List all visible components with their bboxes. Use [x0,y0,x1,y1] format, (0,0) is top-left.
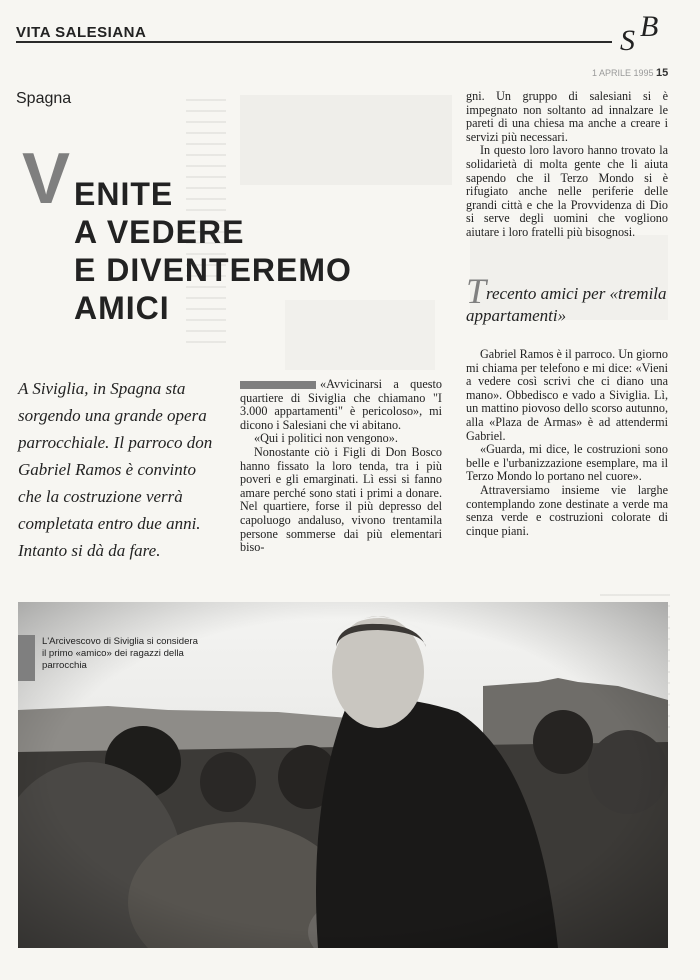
paragraph: gni. Un gruppo di salesiani si è impegnato non soltanto ad innalzare le pareti di una chiesa ma anche a creare i servizi più necessari. [466,89,668,144]
column-middle [240,378,442,555]
lead-paragraph: A Siviglia, in Spagna sta sorgendo una grande opera parrocchiale. Il parroco don Gabriel Ramos è convinto che la costruzione verrà completata entro due anni. Intanto si dà da fare. [18,379,213,560]
paragraph: In questo loro lavoro hanno trovato la solidarietà di molta gente che li aiuta sapendo che il Terzo Mondo si è rifugiato anche nelle periferie delle grandi città e che la Provvidenza di Dio si serve degli uomini che vogliono aiutare i loro fratelli più bisognosi. [466,143,668,239]
subheading [466,271,676,327]
subheading-initial: T [466,271,487,311]
paragraph: Gabriel Ramos è il parroco. Un giorno mi chiama per telefono e mi dice: «Vieni a vedere così scrivi che ci diano una mano». Obbedisco e vado a Siviglia. Lì, un mattino piovoso dello scorso autunno, alla «Plaza de Armas» è ad attendermi Gabriel. [466,347,668,443]
page-number: 15 [656,67,669,79]
paragraph: Nonostante ciò i Figli di Don Bosco hanno fissato la loro tenda, tra i più poveri e gli emarginati. Lì essi si fanno amare perché sono stati i primi a donare. Nel quartiere, forse il più depresso del capoluogo andaluso, vivono trentamila persone sommerse dai più elementari biso- [240,444,442,555]
country-label: Spagna [16,90,72,107]
headline-line-1: ENITE [74,176,174,212]
column-right-top [466,90,668,240]
headline-line-2: A VEDERE [74,214,245,250]
paragraph: «Avvicinarsi a questo quartiere di Siviglia che chiamano "I 3.000 appartamenti" è pericoloso», mi dicono i Salesiani che vi abitano. [240,377,442,432]
logo-letter-s: S [620,24,635,57]
bleed-through-image [285,300,435,370]
column-right-bottom [466,348,668,538]
magazine-logo [620,10,676,60]
headline-drop-cap: V [22,139,69,219]
paragraph: «Guarda, mi dice, le costruzioni sono belle e l'urbanizzazione esemplare, ma il Terzo Mondo lo portano nel cuore». [466,442,668,484]
bleed-through-image [240,95,452,185]
paragraph: «Qui i politici non vengono». [254,431,398,446]
subheading-text: recento amici per «tremila appartamenti» [466,284,667,325]
headline-line-3: E DIVENTEREMO [74,252,352,288]
paragraph: Attraversiamo insieme vie larghe contemplando zone destinate a verde ma senza verde e costruzioni colorate di cinque piani. [466,482,668,538]
column-intro-bar [240,381,316,389]
caption-text: L'Arcivescovo di Siviglia si considera il primo «amico» dei ragazzi della parrocchia [42,636,198,671]
headline-line-4: AMICI [74,290,170,326]
header-rule [16,41,612,43]
section-label: VITA SALESIANA [16,24,147,41]
caption-bar [18,635,35,681]
logo-letter-b: B [640,10,659,43]
issue-date: 1 APRILE 1995 [592,68,654,78]
